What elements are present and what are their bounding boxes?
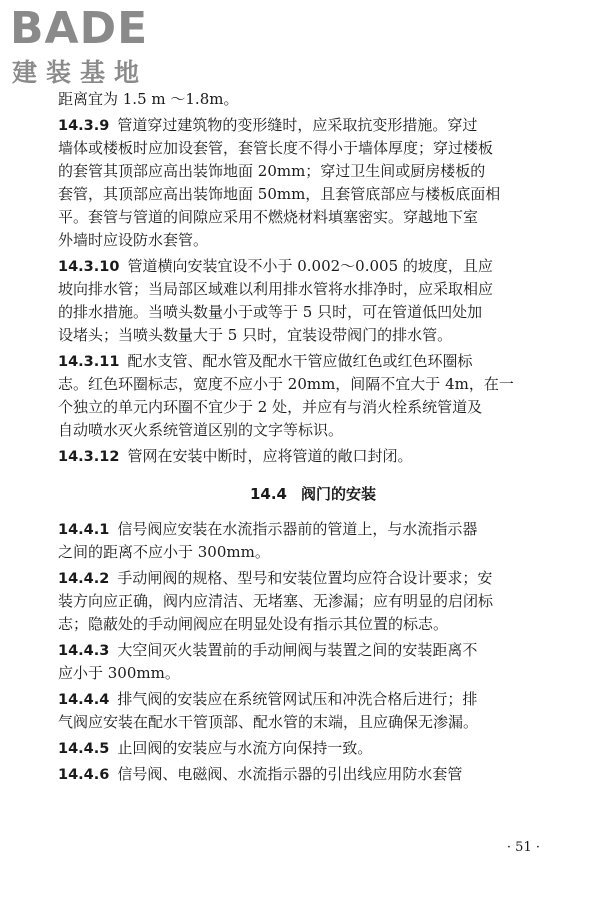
text-line bbox=[58, 114, 548, 137]
clause-text: 管道横向安装宜设不小于 0.002～0.005 的坡度，且应 bbox=[127, 257, 493, 275]
clause-text: 自动喷水灭火系统管道区别的文字等标识。 bbox=[58, 421, 344, 439]
page-number: · 51 · bbox=[506, 840, 540, 855]
clause-paragraph bbox=[58, 518, 548, 564]
clause-paragraph bbox=[58, 114, 548, 252]
clause-text: 手动闸阀的规格、型号和安装位置均应符合设计要求；安 bbox=[117, 569, 493, 587]
text-line bbox=[58, 590, 548, 613]
text-line bbox=[58, 396, 548, 419]
text-line bbox=[58, 567, 548, 590]
text-line bbox=[58, 324, 548, 347]
text-line bbox=[58, 763, 548, 786]
clause-text: 坡向排水管；当局部区域难以利用排水管将水排净时，应采取相应 bbox=[58, 280, 494, 298]
text-line bbox=[58, 518, 548, 541]
clause-paragraph bbox=[58, 763, 548, 786]
clause-paragraph bbox=[58, 688, 548, 734]
text-line bbox=[58, 255, 548, 278]
clause-paragraph bbox=[58, 88, 548, 111]
text-line bbox=[58, 137, 548, 160]
clause-text: 管道穿过建筑物的变形缝时，应采取抗变形措施。穿过 bbox=[117, 116, 478, 134]
clause-text: 墙体或楼板时应加设套管，套管长度不得小于墙体厚度；穿过楼板 bbox=[58, 139, 494, 157]
text-line bbox=[58, 445, 548, 468]
clause-text: 应小于 300mm。 bbox=[58, 664, 180, 682]
clause-text: 装方向应正确，阀内应清洁、无堵塞、无渗漏；应有明显的启闭标 bbox=[58, 592, 494, 610]
clause-text: 排气阀的安装应在系统管网试压和冲洗合格后进行；排 bbox=[117, 690, 478, 708]
clause-paragraph bbox=[58, 737, 548, 760]
text-line bbox=[58, 206, 548, 229]
text-line bbox=[58, 373, 548, 396]
text-line bbox=[58, 541, 548, 564]
clause-number: 14.3.12 bbox=[58, 449, 120, 465]
text-line bbox=[58, 639, 548, 662]
clause-number: 14.3.10 bbox=[58, 259, 120, 275]
text-line bbox=[58, 737, 548, 760]
clause-text: 的套管其顶部应高出装饰地面 20mm；穿过卫生间或厨房楼板的 bbox=[58, 162, 486, 180]
clause-text: 套管，其顶部应高出装饰地面 50mm，且套管底部应与楼板底面相 bbox=[58, 185, 501, 203]
clause-number: 14.4.4 bbox=[58, 692, 110, 708]
clause-number: 14.4.5 bbox=[58, 741, 110, 757]
clause-number: 14.4.1 bbox=[58, 522, 110, 538]
text-line bbox=[58, 350, 548, 373]
text-line bbox=[58, 613, 548, 636]
clause-number: 14.4.3 bbox=[58, 643, 110, 659]
clause-text: 志。红色环圈标志，宽度不应小于 20mm，间隔不宜大于 4m，在一 bbox=[58, 375, 514, 393]
clause-text: 的排水措施。当喷头数量小于或等于 5 只时，可在管道低凹处加 bbox=[58, 303, 483, 321]
text-line bbox=[58, 183, 548, 206]
clause-text: 个独立的单元内环圈不宜少于 2 处，并应有与消火栓系统管道及 bbox=[58, 398, 483, 416]
clause-text: 管网在安装中断时，应将管道的敞口封闭。 bbox=[127, 447, 413, 465]
clause-text: 之间的距离不应小于 300mm。 bbox=[58, 543, 270, 561]
clause-text: 平。套管与管道的间隙应采用不燃烧材料填塞密实。穿越地下室 bbox=[58, 208, 479, 226]
text-line bbox=[58, 688, 548, 711]
clause-number: 14.3.11 bbox=[58, 354, 120, 370]
clause-text: 设堵头；当喷头数量大于 5 只时，宜装设带阀门的排水管。 bbox=[58, 326, 453, 344]
clauses-14-4 bbox=[58, 518, 548, 789]
clause-text: 志；隐蔽处的手动闸阀应在明显处设有指示其位置的标志。 bbox=[58, 615, 449, 633]
clause-text: 信号阀应安装在水流指示器前的管道上，与水流指示器 bbox=[117, 520, 478, 538]
watermark-subtitle: 建装基地 bbox=[12, 58, 149, 87]
clause-paragraph bbox=[58, 445, 548, 468]
text-line bbox=[58, 419, 548, 442]
text-line bbox=[58, 229, 548, 252]
clause-text: 止回阀的安装应与水流方向保持一致。 bbox=[117, 739, 373, 757]
section-number: 14.4 bbox=[249, 485, 287, 503]
clause-text: 配水支管、配水管及配水干管应做红色或红色环圈标 bbox=[127, 352, 473, 370]
clause-text: 信号阀、电磁阀、水流指示器的引出线应用防水套管 bbox=[117, 765, 463, 783]
text-line bbox=[58, 662, 548, 685]
clause-text: 大空间灭火装置前的手动闸阀与装置之间的安装距离不 bbox=[117, 641, 478, 659]
text-line bbox=[58, 88, 548, 111]
clause-paragraph bbox=[58, 255, 548, 347]
text-line bbox=[58, 278, 548, 301]
text-line bbox=[58, 160, 548, 183]
watermark-logo bbox=[10, 3, 185, 90]
section-heading bbox=[58, 483, 548, 506]
clause-text: 外墙时应设防水套管。 bbox=[58, 231, 209, 249]
clause-number: 14.4.2 bbox=[58, 571, 110, 587]
clause-number: 14.3.9 bbox=[58, 118, 110, 134]
clauses-14-3 bbox=[58, 88, 548, 471]
clause-paragraph bbox=[58, 350, 548, 442]
clause-text: 距离宜为 1.5 m ～1.8m。 bbox=[58, 90, 239, 108]
clause-paragraph bbox=[58, 639, 548, 685]
page-content bbox=[58, 88, 548, 789]
clause-number: 14.4.6 bbox=[58, 767, 110, 783]
clause-paragraph bbox=[58, 567, 548, 636]
text-line bbox=[58, 301, 548, 324]
section-title: 阀门的安装 bbox=[301, 485, 377, 503]
clause-text: 气阀应安装在配水干管顶部、配水管的末端，且应确保无渗漏。 bbox=[58, 713, 479, 731]
text-line bbox=[58, 711, 548, 734]
watermark-brand: BADE bbox=[10, 3, 149, 54]
